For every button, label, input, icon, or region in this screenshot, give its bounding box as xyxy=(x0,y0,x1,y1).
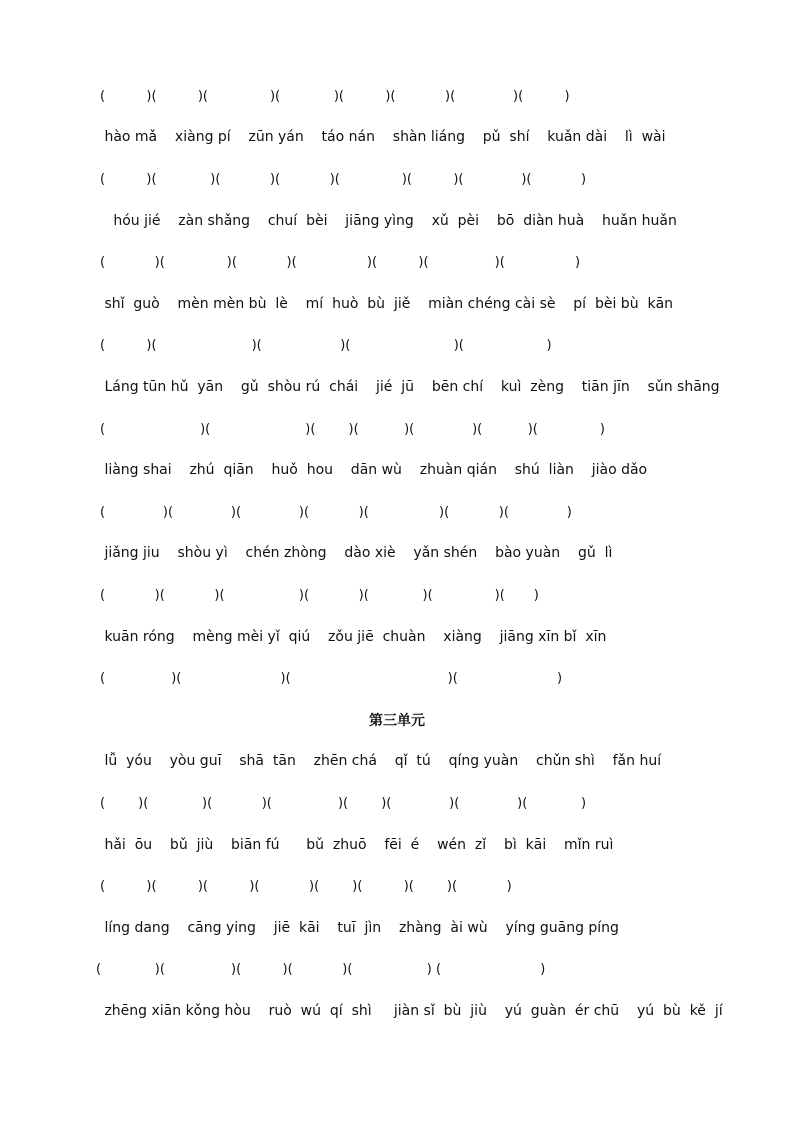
paren-line-4: ( )( )( )( )( ) xyxy=(100,338,552,353)
pinyin-line-3: shǐ guò mèn mèn bù lè mí huò bù jiě miàn chéng cài sè pí bèi bù kān xyxy=(100,296,674,312)
paren-line-11: ( )( )( )( )( ) ( ) xyxy=(96,962,546,977)
pinyin-line-6: jiǎng jiu shòu yì chén zhòng dào xiè yǎn shén bào yuàn gǔ lì xyxy=(100,545,613,561)
paren-line-7: ( )( )( )( )( )( )( ) xyxy=(100,588,539,603)
paren-line-1: ( )( )( )( )( )( )( )( ) xyxy=(100,89,570,104)
pinyin-line-2: hóu jié zàn shǎng chuí bèi jiāng yìng xǔ pèi bō diàn huà huǎn huǎn xyxy=(100,213,677,229)
paren-line-2: ( )( )( )( )( )( )( )( ) xyxy=(100,172,587,187)
pinyin-line-10: hǎi ōu bǔ jiù biān fú bǔ zhuō fēi é wén zǐ bì kāi mǐn ruì xyxy=(100,837,614,853)
pinyin-line-5: liàng shai zhú qiān huǒ hou dān wù zhuàn qián shú liàn jiào dǎo xyxy=(100,462,648,478)
pinyin-line-1: hào mǎ xiàng pí zūn yán táo nán shàn liáng pǔ shí kuǎn dài lì wài xyxy=(100,129,666,145)
paren-line-9: ( )( )( )( )( )( )( )( ) xyxy=(100,796,587,811)
paren-line-5: ( )( )( )( )( )( )( ) xyxy=(100,422,605,437)
paren-line-6: ( )( )( )( )( )( )( ) xyxy=(100,505,572,520)
pinyin-line-7: kuān róng mèng mèi yǐ qiú zǒu jiē chuàn xiàng jiāng xīn bǐ xīn xyxy=(100,629,607,645)
paren-line-8: ( )( )( )( ) xyxy=(100,671,563,686)
pinyin-line-9: lǚ yóu yòu guī shā tān zhēn chá qǐ tú qíng yuàn chǔn shì fǎn huí xyxy=(100,753,662,769)
paren-line-10: ( )( )( )( )( )( )( )( ) xyxy=(100,879,512,894)
pinyin-line-11: líng dang cāng ying jiē kāi tuī jìn zhàng ài wù yíng guāng píng xyxy=(100,920,619,936)
pinyin-line-12: zhēng xiān kǒng hòu ruò wú qí shì jiàn sǐ bù jiù yú guàn ér chū yú bù kě jí xyxy=(100,1003,723,1019)
section-heading: 第三单元 xyxy=(369,713,425,729)
pinyin-line-4: Láng tūn hǔ yān gǔ shòu rú chái jié jū bēn chí kuì zèng tiān jīn sǔn shāng xyxy=(100,379,720,395)
paren-line-3: ( )( )( )( )( )( )( ) xyxy=(100,255,581,270)
